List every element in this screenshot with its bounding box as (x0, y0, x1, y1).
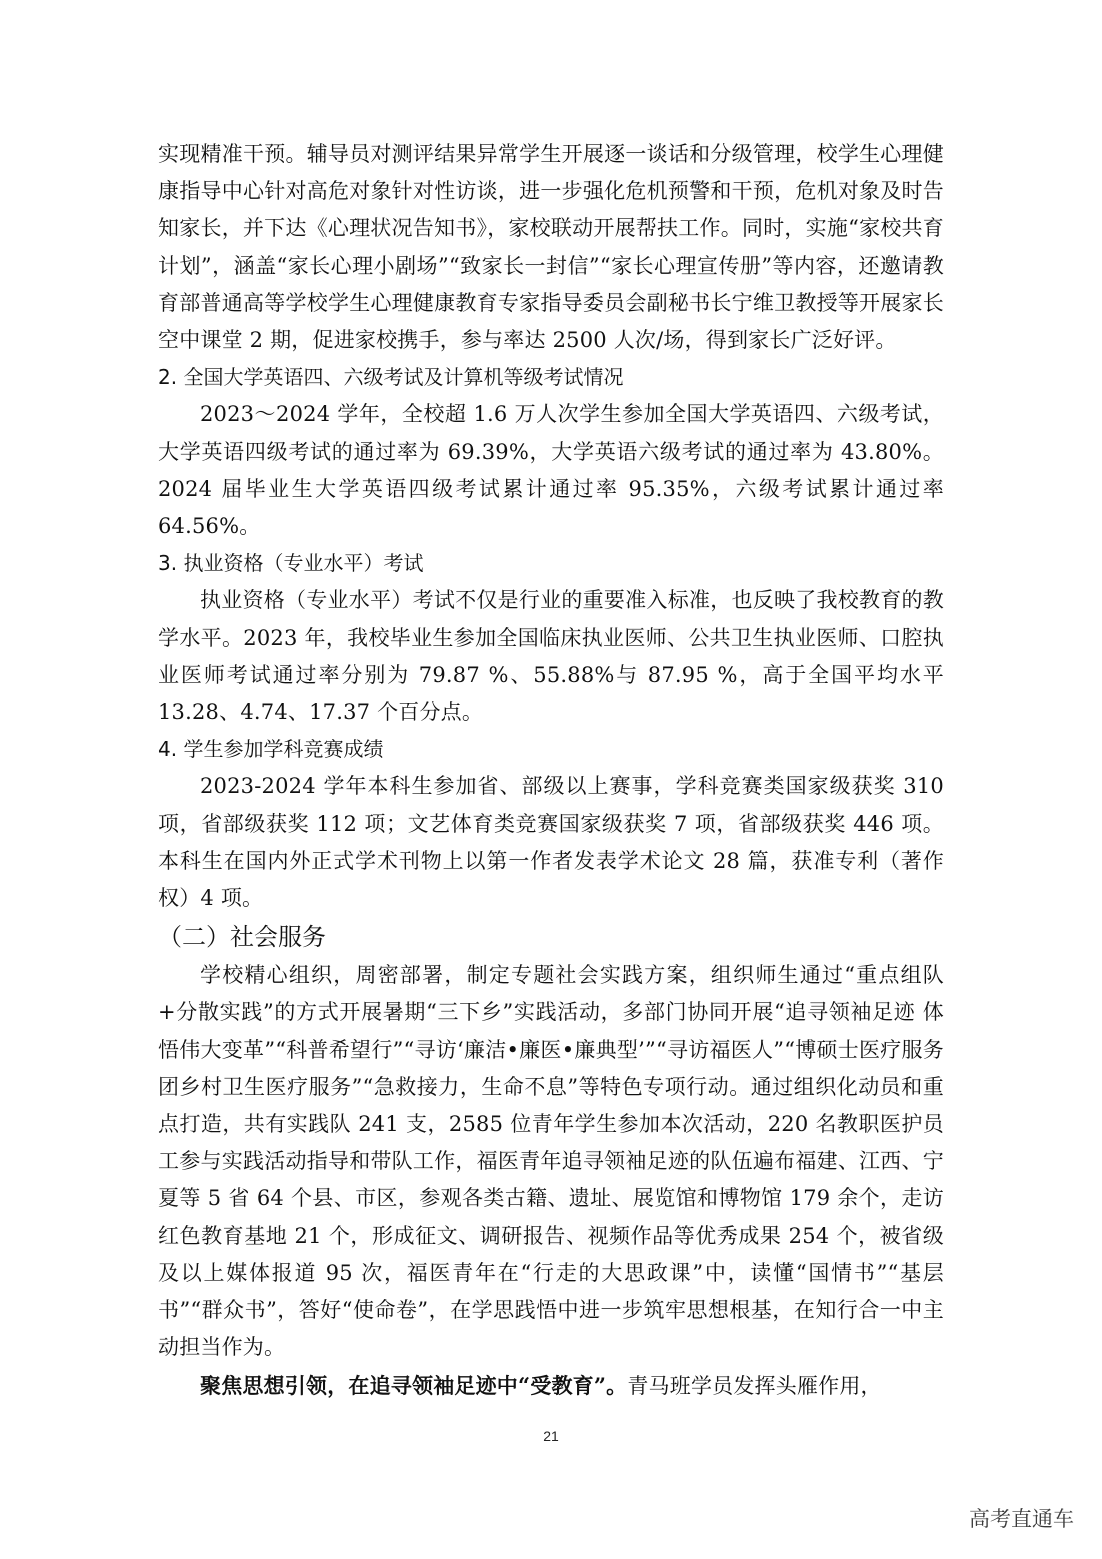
section-heading-social-service: （二）社会服务 (158, 923, 326, 952)
subsection-heading-cet: 2. 全国大学英语四、六级考试及计算机等级考试情况 (158, 365, 624, 390)
continued-paragraph: 实现精准干预。辅导员对测评结果异常学生开展逐一谈话和分级管理，校学生心理健康指导中心针对高危对象针对性访谈，进一步强化危机预警和干预，危机对象及时告知家长，并下达《心理状况告知书》，家校联动开展帮扶工作。同时，实施“家校共育计划”，涵盖“家长心理小剧场”“致家长一封信”“家长心理宣传册”等内容，还邀请教育部普通高等学校学生心理健康教育专家指导委员会副秘书长宁维卫教授等开展家长空中课堂 2 期，促进家校携手，参与率达 2500 人次/场，得到家长广泛好评。 (158, 142, 944, 353)
social-service-paragraph: 学校精心组织，周密部署，制定专题社会实践方案，组织师生通过“重点组队+分散实践”的方式开展暑期“三下乡”实践活动，多部门协同开展“追寻领袖足迹 体悟伟大变革”“科普希望行”“寻访‘廉洁•廉医•廉典型’”“寻访福医人”“博硕士医疗服务团乡村卫生医疗服务”“急救接力，生命不息”等特色专项行动。通过组织化动员和重点打造，共有实践队 241 支，2585 位青年学生参加本次活动，220 名教职医护员工参与实践活动指导和带队工作，福医青年追寻领袖足迹的队伍遍布福建、江西、宁夏等 5 省 64 个县、市区，参观各类古籍、遗址、展览馆和博物馆 179 余个，走访红色教育基地 21 个，形成征文、调研报告、视频作品等优秀成果 254 个，被省级及以上媒体报道 95 次，福医青年在“行走的大思政课”中，读懂“国情书”“基层书”“群众书”，答好“使命卷”，在学思践悟中进一步筑牢思想根基，在知行合一中主动担当作为。 (158, 963, 944, 1360)
subsection-heading-qualification: 3. 执业资格（专业水平）考试 (158, 551, 424, 576)
last-paragraph (158, 1367, 944, 1405)
last-paragraph-text: 青马班学员发挥头雁作用， (627, 1373, 882, 1398)
qualification-paragraph: 执业资格（专业水平）考试不仅是行业的重要准入标准，也反映了我校教育的教学水平。2023 年，我校毕业生参加全国临床执业医师、公共卫生执业医师、口腔执业医师考试通过率分别为 79.87 %、55.88%与 87.95 %，高于全国平均水平 13.28、4.74、17.37 个百分点。 (158, 588, 944, 725)
page-content (158, 136, 944, 1405)
subsection-heading-competition: 4. 学生参加学科竞赛成绩 (158, 737, 384, 762)
watermark-text: 高考直通车 (969, 1507, 1074, 1531)
cet-paragraph: 2023～2024 学年，全校超 1.6 万人次学生参加全国大学英语四、六级考试，大学英语四级考试的通过率为 69.39%，大学英语六级考试的通过率为 43.80%。2024 届毕业生大学英语四级考试累计通过率 95.35%，六级考试累计通过率 64.56%。 (158, 402, 944, 539)
last-paragraph-bold-lead: 聚焦思想引领，在追寻领袖足迹中“受教育”。 (200, 1372, 628, 1398)
page-number: 21 (543, 1428, 559, 1444)
competition-paragraph: 2023-2024 学年本科生参加省、部级以上赛事，学科竞赛类国家级获奖 310 项，省部级获奖 112 项；文艺体育类竞赛国家级获奖 7 项，省部级获奖 446 项。本科生在国内外正式学术刊物上以第一作者发表学术论文 28 篇，获准专利（著作权）4 项。 (158, 774, 944, 911)
